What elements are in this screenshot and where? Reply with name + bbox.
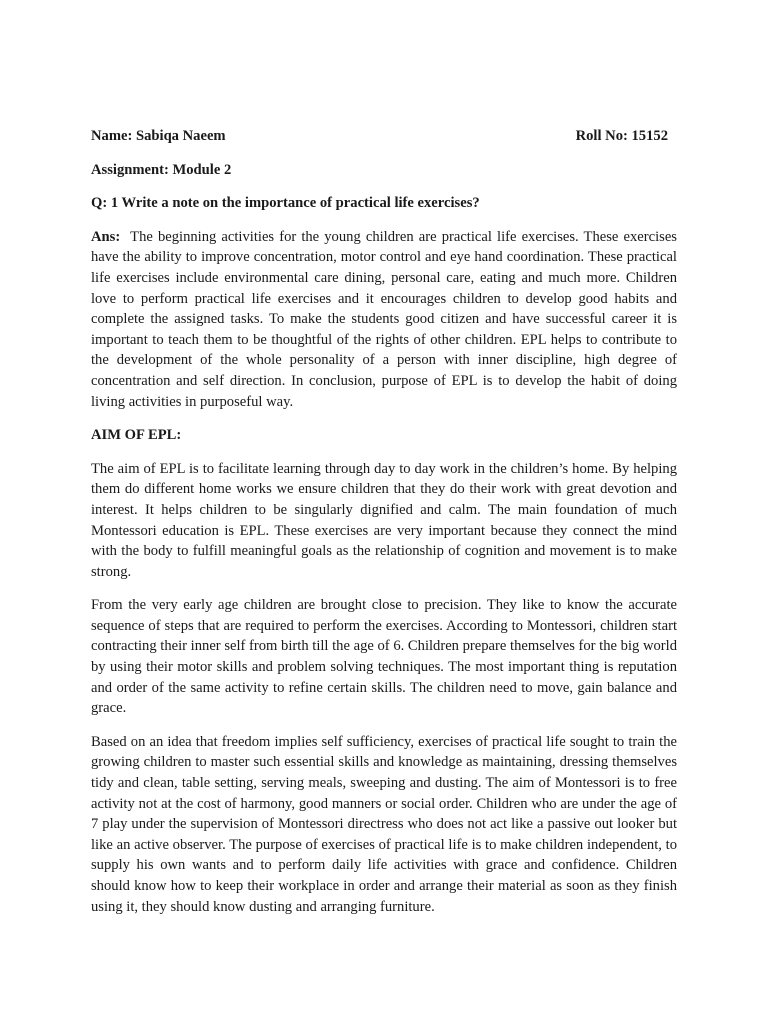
answer-label: Ans:: [91, 228, 121, 245]
student-name: Name: Sabiqa Naeem: [91, 128, 226, 144]
document-body: [91, 126, 677, 930]
aim-paragraph-1: The aim of EPL is to facilitate learning through day to day work in the children’s home. By helping them do different home works we ensure children that they do their work with great devotion and interest. It helps children to be singularly dignified and calm. The main foundation of much Montessori education is EPL. These exercises are very important because they connect the mind with the body to fulfill meaningful goals as the relationship of cognition and movement is to make strong.: [91, 460, 677, 580]
question-text: Q: 1 Write a note on the importance of practical life exercises?: [91, 195, 480, 212]
assignment-title: Assignment: Module 2: [91, 161, 232, 178]
student-info-row: [91, 126, 677, 147]
aim-heading: AIM OF EPL:: [91, 427, 182, 444]
aim-paragraph-2: From the very early age children are brought close to precision. They like to know the accurate sequence of steps that are required to perform the exercises. According to Montessori, children start contracting their inner self from birth till the age of 6. Children prepare themselves for the big world by using their motor skills and problem solving techniques. The most important thing is reputation and order of the same activity to refine certain skills. The children need to move, gain balance and grace.: [91, 597, 678, 717]
aim-paragraph-3: Based on an idea that freedom implies self sufficiency, exercises of practical life sought to train the growing children to master such essential skills and knowledge as maintaining, dressing themselves tidy and clean, table setting, serving meals, sweeping and dusting. The aim of Montessori is to free activity not at the cost of harmony, good manners or social order. Children who are under the age of 7 play under the supervision of Montessori directress who does not act like a passive out looker but like an active observer. The purpose of exercises of practical life is to make children independent, to supply his own wants and to perform daily life activities with grace and confidence. Children should know how to keep their workplace in order and arrange their material as soon as they finish using it, they should know dusting and arranging furniture.: [91, 733, 677, 915]
answer-paragraph: [91, 227, 677, 412]
roll-number: Roll No: 15152: [575, 128, 668, 144]
answer-text: The beginning activities for the young children are practical life exercises. These exercises have the ability to improve concentration, motor control and eye hand coordination. These practical life exercises include environmental care dining, personal care, eating and much more. Children love to perform practical life exercises and it encourages children to develop good habits and complete the assigned tasks. To make the students good citizen and have successful career it is important to teach them to be thoughtful of the rights of other children. EPL helps to contribute to the development of the whole personality of a person with inner discipline, high degree of concentration and self direction. In conclusion, purpose of EPL is to develop the habit of doing living activities in purposeful way.: [91, 228, 677, 410]
